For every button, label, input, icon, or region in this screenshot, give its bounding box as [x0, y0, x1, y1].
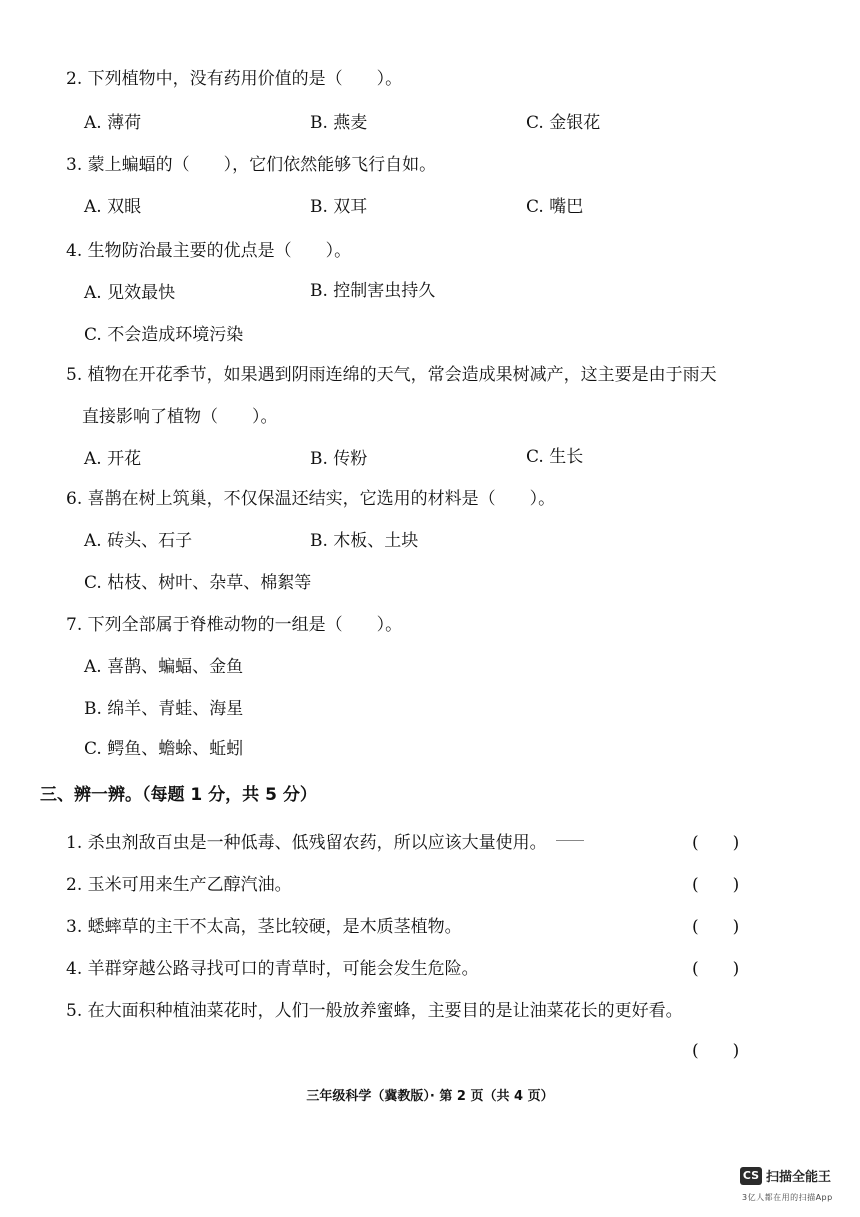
scanner-brand	[740, 1166, 831, 1185]
question-3-option-b: B. 双耳	[310, 197, 368, 217]
question-7-option-a: A. 喜鹊、蝙蝠、金鱼	[84, 657, 244, 677]
question-7-option-c: C. 鳄鱼、蟾蜍、蚯蚓	[84, 739, 244, 759]
judge-item-2: 2. 玉米可用来生产乙醇汽油。	[66, 875, 292, 895]
judge-answer-5[interactable]: ( )	[692, 1041, 740, 1061]
question-3-option-c: C. 嘴巴	[526, 197, 584, 217]
question-2-option-c: C. 金银花	[526, 113, 601, 133]
question-6-option-c: C. 枯枝、树叶、杂草、棉絮等	[84, 573, 312, 593]
question-5-option-c: C. 生长	[526, 447, 584, 467]
judge-item-1: 1. 杀虫剂敌百虫是一种低毒、低残留农药，所以应该大量使用。	[66, 833, 547, 853]
question-7-stem: 7. 下列全部属于脊椎动物的一组是（ ）。	[66, 615, 403, 635]
question-5-stem: 5. 植物在开花季节，如果遇到阴雨连绵的天气，常会造成果树减产，这主要是由于雨天	[66, 365, 717, 385]
page-footer: 三年级科学（冀教版）· 第 2 页（共 4 页）	[306, 1089, 554, 1104]
brand-tagline: 3亿人都在用的扫描App	[742, 1193, 833, 1202]
question-4-stem: 4. 生物防治最主要的优点是（ ）。	[66, 241, 352, 261]
question-4-option-c: C. 不会造成环境污染	[84, 325, 244, 345]
question-5-option-a: A. 开花	[84, 449, 142, 469]
section-3-heading: 三、辨一辨。（每题 1 分，共 5 分）	[40, 785, 317, 805]
question-3-option-a: A. 双眼	[84, 197, 142, 217]
judge-item-4: 4. 羊群穿越公路寻找可口的青草时，可能会发生危险。	[66, 959, 479, 979]
question-2-option-a: A. 薄荷	[84, 113, 142, 133]
judge-answer-1[interactable]: ( )	[692, 833, 740, 853]
pen-stroke	[556, 840, 584, 841]
judge-item-3: 3. 蟋蟀草的主干不太高，茎比较硬，是木质茎植物。	[66, 917, 462, 937]
question-5-stem-continued: 直接影响了植物（ ）。	[82, 407, 278, 427]
question-2-stem: 2. 下列植物中，没有药用价值的是（ ）。	[66, 69, 403, 89]
camscanner-logo-icon: CS	[740, 1167, 762, 1185]
judge-item-5: 5. 在大面积种植油菜花时，人们一般放养蜜蜂，主要目的是让油菜花长的更好看。	[66, 1001, 683, 1021]
brand-name: 扫描全能王	[766, 1170, 832, 1185]
question-2-option-b: B. 燕麦	[310, 113, 368, 133]
question-3-stem: 3. 蒙上蝙蝠的（ ），它们依然能够飞行自如。	[66, 155, 437, 175]
question-5-option-b: B. 传粉	[310, 449, 368, 469]
question-6-stem: 6. 喜鹊在树上筑巢，不仅保温还结实，它选用的材料是（ ）。	[66, 489, 556, 509]
judge-answer-2[interactable]: ( )	[692, 875, 740, 895]
question-6-option-a: A. 砖头、石子	[84, 531, 193, 551]
judge-answer-4[interactable]: ( )	[692, 959, 740, 979]
question-6-option-b: B. 木板、土块	[310, 531, 419, 551]
question-7-option-b: B. 绵羊、青蛙、海星	[84, 699, 244, 719]
question-4-option-b: B. 控制害虫持久	[310, 281, 436, 301]
question-4-option-a: A. 见效最快	[84, 283, 176, 303]
judge-answer-3[interactable]: ( )	[692, 917, 740, 937]
